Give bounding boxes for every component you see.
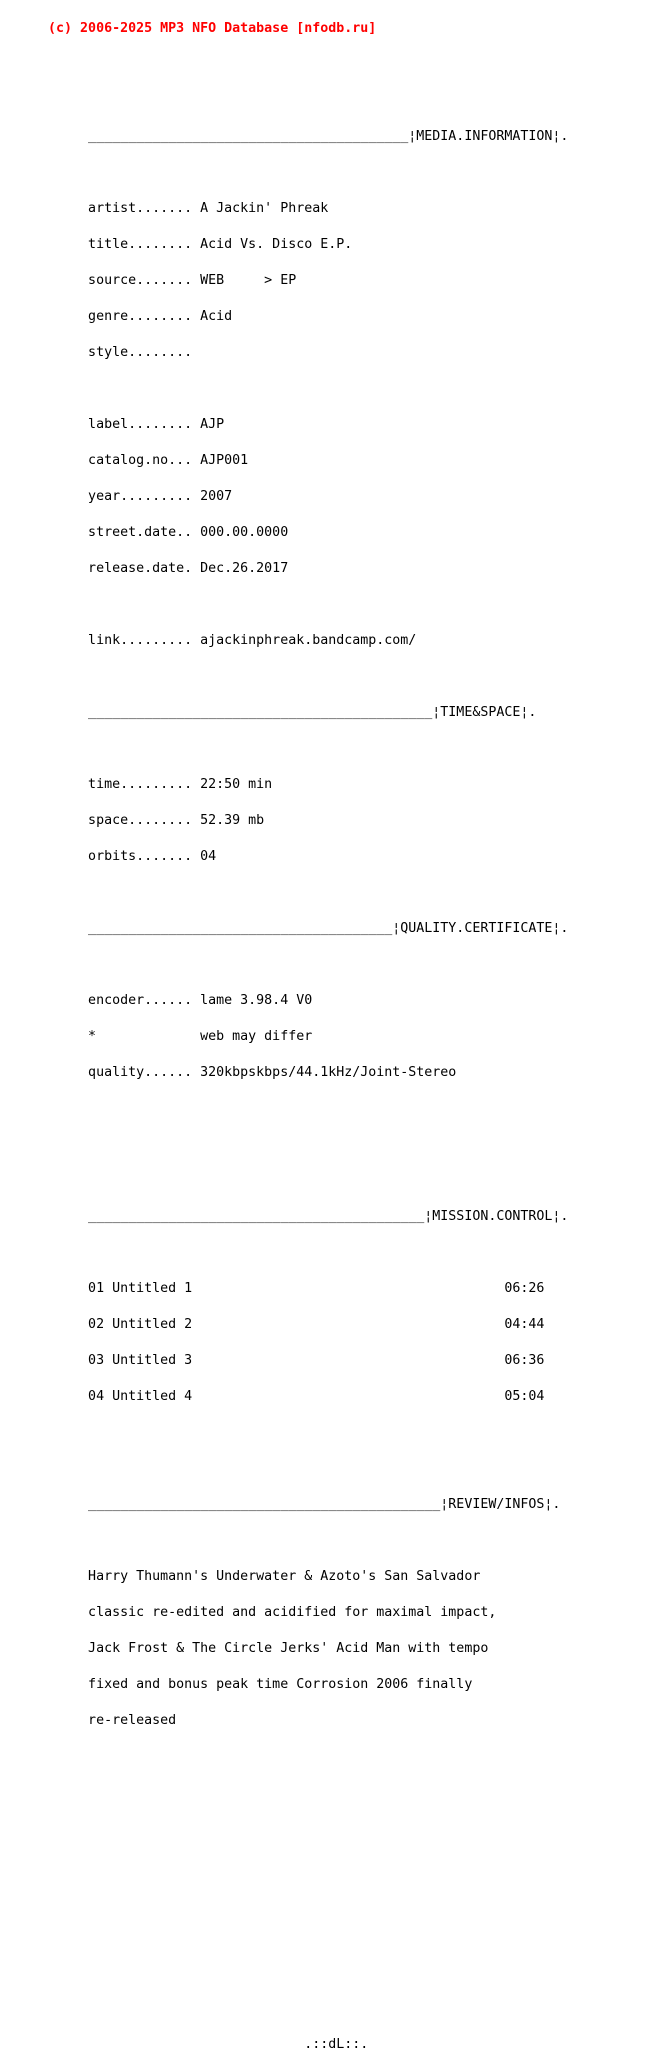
time-field: time......... 22:50 min (0, 777, 273, 792)
review-line: fixed and bonus peak time Corrosion 2006 finally (0, 1677, 473, 1692)
year-field: year......... 2007 (0, 489, 233, 504)
blank-line (0, 1823, 656, 1835)
source-field: source....... WEB > EP (0, 273, 297, 288)
catalog-field: catalog.no... AJP001 (0, 453, 249, 468)
track-row: 01 Untitled 1 06:26 (0, 1281, 545, 1296)
link-field[interactable]: link......... ajackinphreak.bandcamp.com/ (0, 633, 417, 648)
blank-line (0, 95, 656, 107)
street-date-field: street.date.. 000.00.0000 (0, 525, 289, 540)
blank-line (0, 167, 656, 179)
blank-line (0, 1859, 656, 1871)
blank-line (0, 1175, 656, 1187)
mission-control-heading: __________________________________________¦MISSION.CONTROL¦. (0, 1209, 569, 1224)
blank-line (0, 1139, 656, 1151)
blank-line (0, 1895, 656, 1907)
track-row: 04 Untitled 4 05:04 (0, 1389, 545, 1404)
blank-line (0, 1427, 656, 1439)
blank-line (0, 671, 656, 683)
title-field: title........ Acid Vs. Disco E.P. (0, 237, 353, 252)
blank-line (0, 1751, 656, 1763)
encoder-note: * web may differ (0, 1029, 313, 1044)
genre-field: genre........ Acid (0, 309, 233, 324)
blank-line (0, 599, 656, 611)
media-information-heading: ________________________________________¦MEDIA.INFORMATION¦. (0, 129, 569, 144)
blank-line (0, 1247, 656, 1259)
orbits-field: orbits....... 04 (0, 849, 217, 864)
copyright-line[interactable]: (c) 2006-2025 MP3 NFO Database [nfodb.ru] (0, 21, 377, 36)
blank-line (0, 959, 656, 971)
style-field: style........ (0, 345, 193, 360)
encoder-field: encoder...... lame 3.98.4 V0 (0, 993, 313, 1008)
blank-line (0, 887, 656, 899)
artist-field: artist....... A Jackin' Phreak (0, 201, 329, 216)
review-line: Harry Thumann's Underwater & Azoto's San Salvador (0, 1569, 481, 1584)
blank-line (0, 59, 656, 71)
footer-signature: .::dL::. (0, 2037, 369, 2052)
blank-line (0, 1787, 656, 1799)
blank-line (0, 1535, 656, 1547)
blank-line (0, 1967, 656, 1979)
blank-line (0, 383, 656, 395)
blank-line (0, 1931, 656, 1943)
blank-line (0, 1463, 656, 1475)
track-row: 02 Untitled 2 04:44 (0, 1317, 545, 1332)
blank-line (0, 743, 656, 755)
label-field: label........ AJP (0, 417, 225, 432)
review-line: Jack Frost & The Circle Jerks' Acid Man with tempo (0, 1641, 489, 1656)
release-date-field: release.date. Dec.26.2017 (0, 561, 289, 576)
quality-certificate-heading: ______________________________________¦QUALITY.CERTIFICATE¦. (0, 921, 569, 936)
track-row: 03 Untitled 3 06:36 (0, 1353, 545, 1368)
review-line: classic re-edited and acidified for maximal impact, (0, 1605, 497, 1620)
review-line: re-released (0, 1713, 177, 1728)
space-field: space........ 52.39 mb (0, 813, 265, 828)
blank-line (0, 1103, 656, 1115)
quality-field: quality...... 320kbpskbps/44.1kHz/Joint-Stereo (0, 1065, 457, 1080)
time-space-heading: ___________________________________________¦TIME&SPACE¦. (0, 705, 537, 720)
blank-line (0, 2003, 656, 2015)
review-infos-heading: ____________________________________________¦REVIEW/INFOS¦. (0, 1497, 561, 1512)
